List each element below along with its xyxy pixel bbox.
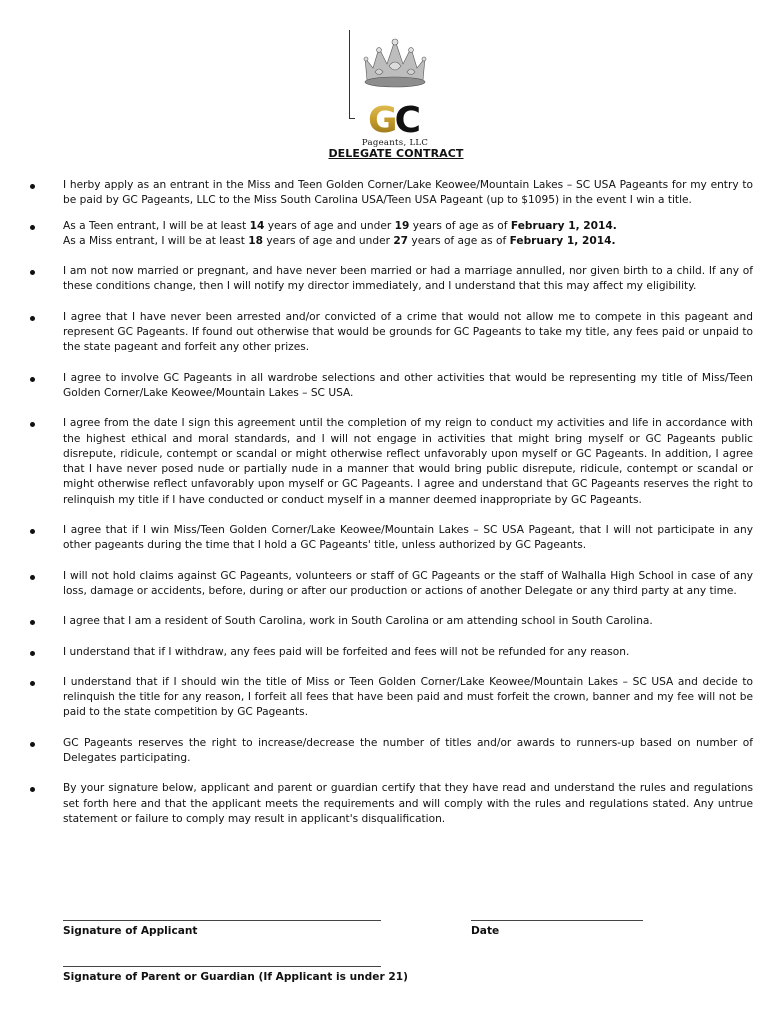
logo-subtitle: Pageants, LLC — [361, 138, 429, 148]
parent-signature-label: Signature of Parent or Guardian (If Applicant is under 21) — [63, 971, 408, 983]
term-text: I agree that I am a resident of South Carolina, work in South Carolina or am attending school in South Carolina. — [63, 615, 653, 628]
term-text: I agree from the date I sign this agreement until the completion of my reign to conduct my activities and life in accordance with the highest ethical and moral standards, and I will not engage in activities that might bring myself or GC Pageants public disrepute, ridicule, contempt or scandal or might otherwise reflect unfavorably upon myself or GC Pageants. In addition, I agree that I have never posed nude or partially nude in a manner that would bring public disrepute, ridicule, contempt or scandal or might otherwise reflect unfavorably upon myself or GC Pageants. I agree and understand that GC Pageants reserves the right to relinquish my title if I have conducted or conduct myself in a manner deemed inappropriate by GC Pageants. — [63, 417, 753, 506]
list-item — [0, 523, 770, 554]
bullet-icon — [30, 681, 35, 686]
term-text: I am not now married or pregnant, and have never been married or had a marriage annulled, nor given birth to a child. If any of these conditions change, then I will notify my director immediately, and I understand that this may affect my eligibility. — [63, 265, 753, 293]
bullet-icon — [30, 316, 35, 321]
list-item — [0, 371, 770, 402]
bullet-icon — [30, 620, 35, 625]
term-text: By your signature below, applicant and parent or guardian certify that they have read and understand the rules and regulations set forth here and that the applicant meets the requirements and will comply with the rules and regulations stated. Any untrue statement or failure to comply may result in applicant's disqualification. — [63, 782, 753, 825]
parent-signature-line[interactable] — [63, 966, 381, 967]
list-item — [0, 178, 770, 209]
bullet-icon — [30, 787, 35, 792]
crown-icon — [349, 30, 441, 148]
bullet-icon — [30, 184, 35, 189]
list-item — [0, 569, 770, 600]
date-line[interactable] — [471, 920, 643, 921]
term-text: I agree that if I win Miss/Teen Golden Corner/Lake Keowee/Mountain Lakes – SC USA Pageant, that I will not participate in any other pageants during the time that I hold a GC Pageants' title, unless authorized by GC Pageants. — [63, 524, 753, 552]
logo-monogram: GC — [368, 100, 418, 141]
term-text: I will not hold claims against GC Pageants, volunteers or staff of GC Pageants or the staff of Walhalla High School in case of any loss, damage or accidents, before, during or after our production or actions of another Delegate or any third party at any time. — [63, 569, 753, 597]
bullet-icon — [30, 651, 35, 656]
list-item — [0, 264, 770, 295]
bullet-icon — [30, 225, 35, 230]
list-item — [0, 416, 770, 508]
bullet-icon — [30, 422, 35, 427]
miss-age-requirement: As a Miss entrant, I will be at least 18 years of age and under 27 years of age as of February 1, 2014. — [63, 234, 616, 247]
applicant-signature-line[interactable] — [63, 920, 381, 921]
date-label: Date — [471, 925, 500, 937]
term-text: I herby apply as an entrant in the Miss and Teen Golden Corner/Lake Keowee/Mountain Lakes – SC USA Pageants for my entry to be paid by GC Pageants, LLC to the Miss South Carolina USA/Teen USA Pageant (up to $1095) in the event I win a title. — [63, 179, 753, 207]
term-text: GC Pageants reserves the right to increase/decrease the number of titles and/or awards to runners-up based on number of Delegates participating. — [63, 736, 753, 765]
bullet-icon — [30, 529, 35, 534]
list-item — [0, 219, 770, 250]
list-item — [0, 675, 770, 721]
term-text: I understand that if I should win the title of Miss or Teen Golden Corner/Lake Keowee/Mountain Lakes – SC USA and decide to relinquish the title for any reason, I forfeit all fees that have been paid and must forfeit the crown, banner and my fee will not be paid to the state competition by GC Pageants. — [63, 675, 753, 719]
list-item — [0, 614, 770, 629]
teen-age-requirement: As a Teen entrant, I will be at least 14 years of age and under 19 years of age as of February 1, 2014. — [63, 219, 617, 232]
term-text: I agree that I have never been arrested and/or convicted of a crime that would not allow me to compete in this pageant and represent GC Pageants. If found out otherwise that would be grounds for GC Pageants to take my title, any fees paid or unpaid to the state pageant and forfeit any other prizes. — [63, 310, 753, 354]
contract-terms-list — [0, 178, 770, 827]
list-item — [0, 310, 770, 356]
bullet-icon — [30, 270, 35, 275]
list-item — [0, 645, 770, 660]
bullet-icon — [30, 377, 35, 382]
bullet-icon — [30, 742, 35, 747]
gc-pageants-logo — [349, 30, 441, 148]
term-text: I agree to involve GC Pageants in all wardrobe selections and other activities that would be representing my title of Miss/Teen Golden Corner/Lake Keowee/Mountain Lakes – SC USA. — [63, 371, 753, 399]
list-item — [0, 781, 770, 827]
document-title: DELEGATE CONTRACT — [328, 147, 464, 160]
list-item — [0, 736, 770, 767]
bullet-icon — [30, 575, 35, 580]
term-text: I understand that if I withdraw, any fees paid will be forfeited and fees will not be refunded for any reason. — [63, 645, 630, 658]
applicant-signature-label: Signature of Applicant — [63, 925, 198, 937]
